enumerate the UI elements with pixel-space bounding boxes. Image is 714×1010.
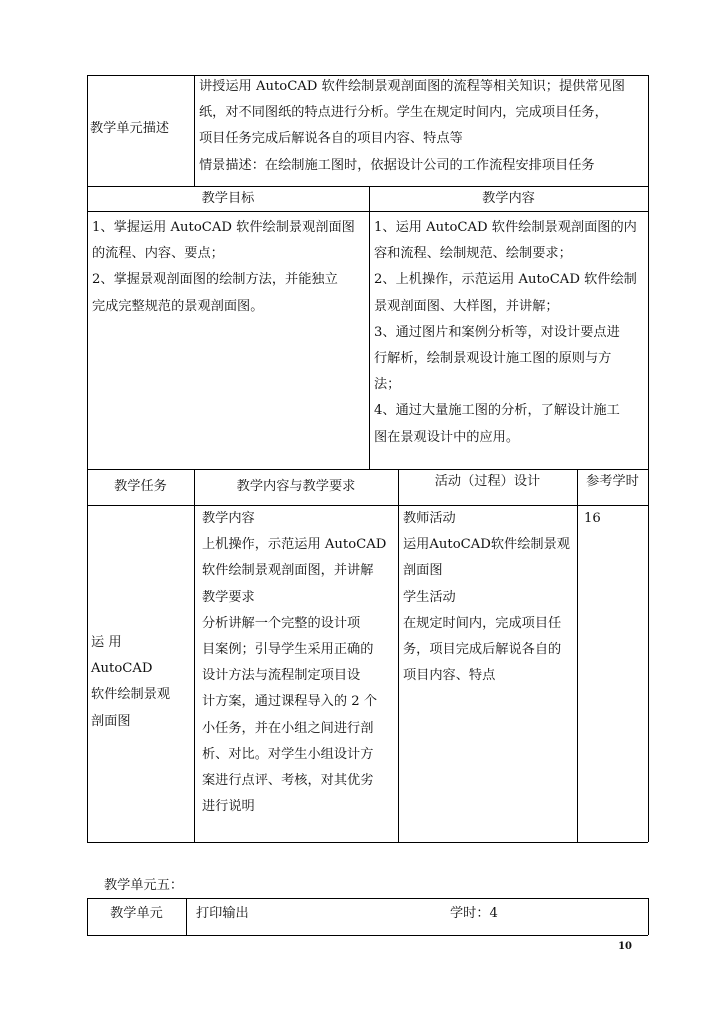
content-line: 3、通过图片和案例分析等，对设计要点进 xyxy=(374,324,620,340)
content-req-line: 教学内容 xyxy=(202,511,255,526)
content-req-line: 软件绘制景观剖面图，并讲解 xyxy=(202,563,374,579)
goals-header: 教学目标 xyxy=(201,191,255,206)
task-line: 剖面图 xyxy=(91,713,131,729)
content-requirement-text xyxy=(202,506,395,820)
activity-line: 教师活动 xyxy=(403,511,456,526)
unit5-title: 打印输出 xyxy=(196,906,249,921)
activity-text xyxy=(403,506,574,689)
goal-line: 1、掌握运用 AutoCAD 软件绘制景观剖面图 xyxy=(92,220,355,235)
content-req-line: 进行说明 xyxy=(202,799,255,815)
activity-line: 剖面图 xyxy=(403,563,443,579)
goal-line: 2、掌握景观剖面图的绘制方法，并能独立 xyxy=(92,272,338,288)
content-requirement-header: 教学内容与教学要求 xyxy=(236,479,356,494)
goals-text xyxy=(92,215,366,320)
activity-header: 活动（过程）设计 xyxy=(434,474,541,489)
unit-description-line: 项目任务完成后解说各自的项目内容、特点等 xyxy=(199,131,463,147)
unit-description-line: 讲授运用 AutoCAD 软件绘制景观剖面图的流程等相关知识；提供常见图 xyxy=(199,79,625,94)
task-line: 运 用 AutoCAD xyxy=(91,635,153,677)
unit-description-text xyxy=(199,74,645,179)
content-header: 教学内容 xyxy=(482,191,535,206)
content-line: 行解析，绘制景观设计施工图的原则与方 xyxy=(374,351,612,367)
content-line: 法； xyxy=(374,377,401,393)
content-line: 4、通过大量施工图的分析，了解设计施工 xyxy=(374,403,620,419)
unit-description-line: 情景描述：在绘制施工图时，依据设计公司的工作流程安排项目任务 xyxy=(199,157,595,173)
goal-line: 完成完整规范的景观剖面图。 xyxy=(92,298,264,314)
content-text xyxy=(374,215,645,451)
content-line: 图在景观设计中的应用。 xyxy=(374,429,520,445)
content-req-line: 设计方法与流程制定项目设 xyxy=(202,668,361,684)
content-req-line: 目案例；引导学生采用正确的 xyxy=(202,642,374,658)
unit-description-label: 教学单元描述 xyxy=(90,121,170,136)
content-req-line: 分析讲解一个完整的设计项 xyxy=(202,615,361,631)
activity-line: 在规定时间内，完成项目任 xyxy=(403,615,562,631)
content-line: 容和流程、绘制规范、绘制要求； xyxy=(374,246,572,262)
activity-line: 运用AutoCAD软件绘制景观 xyxy=(403,537,570,553)
content-line: 景观剖面图、大样图，并讲解； xyxy=(374,298,559,314)
content-line: 2、上机操作，示范运用 AutoCAD 软件绘制 xyxy=(374,272,637,288)
content-req-line: 析、对比。对学生小组设计方 xyxy=(202,746,374,762)
content-req-line: 小任务，并在小组之间进行剖 xyxy=(202,720,374,736)
content-line: 1、运用 AutoCAD 软件绘制景观剖面图的内 xyxy=(374,220,637,235)
unit5-section-title: 教学单元五： xyxy=(104,878,184,893)
unit5-label: 教学单元 xyxy=(110,906,163,921)
unit5-hours: 学时：4 xyxy=(450,906,498,921)
goal-line: 的流程、内容、要点； xyxy=(92,246,224,262)
activity-line: 项目内容、特点 xyxy=(403,668,496,684)
content-req-line: 教学要求 xyxy=(202,589,255,605)
task-header: 教学任务 xyxy=(114,479,167,494)
page-number: 10 xyxy=(618,941,632,952)
content-req-line: 案进行点评、考核，对其优劣 xyxy=(202,773,374,789)
activity-line: 务，项目完成后解说各自的 xyxy=(403,642,562,658)
task-name xyxy=(91,630,191,735)
task-line: 软件绘制景观 xyxy=(91,687,171,703)
hours-header: 参考学时 xyxy=(586,474,639,489)
hours-value: 16 xyxy=(584,511,601,526)
content-req-line: 上机操作，示范运用 AutoCAD xyxy=(202,537,387,553)
content-req-line: 计方案，通过课程导入的 2 个 xyxy=(202,694,378,710)
unit-description-line: 纸，对不同图纸的特点进行分析。学生在规定时间内，完成项目任务， xyxy=(199,105,608,121)
activity-line: 学生活动 xyxy=(403,589,456,605)
